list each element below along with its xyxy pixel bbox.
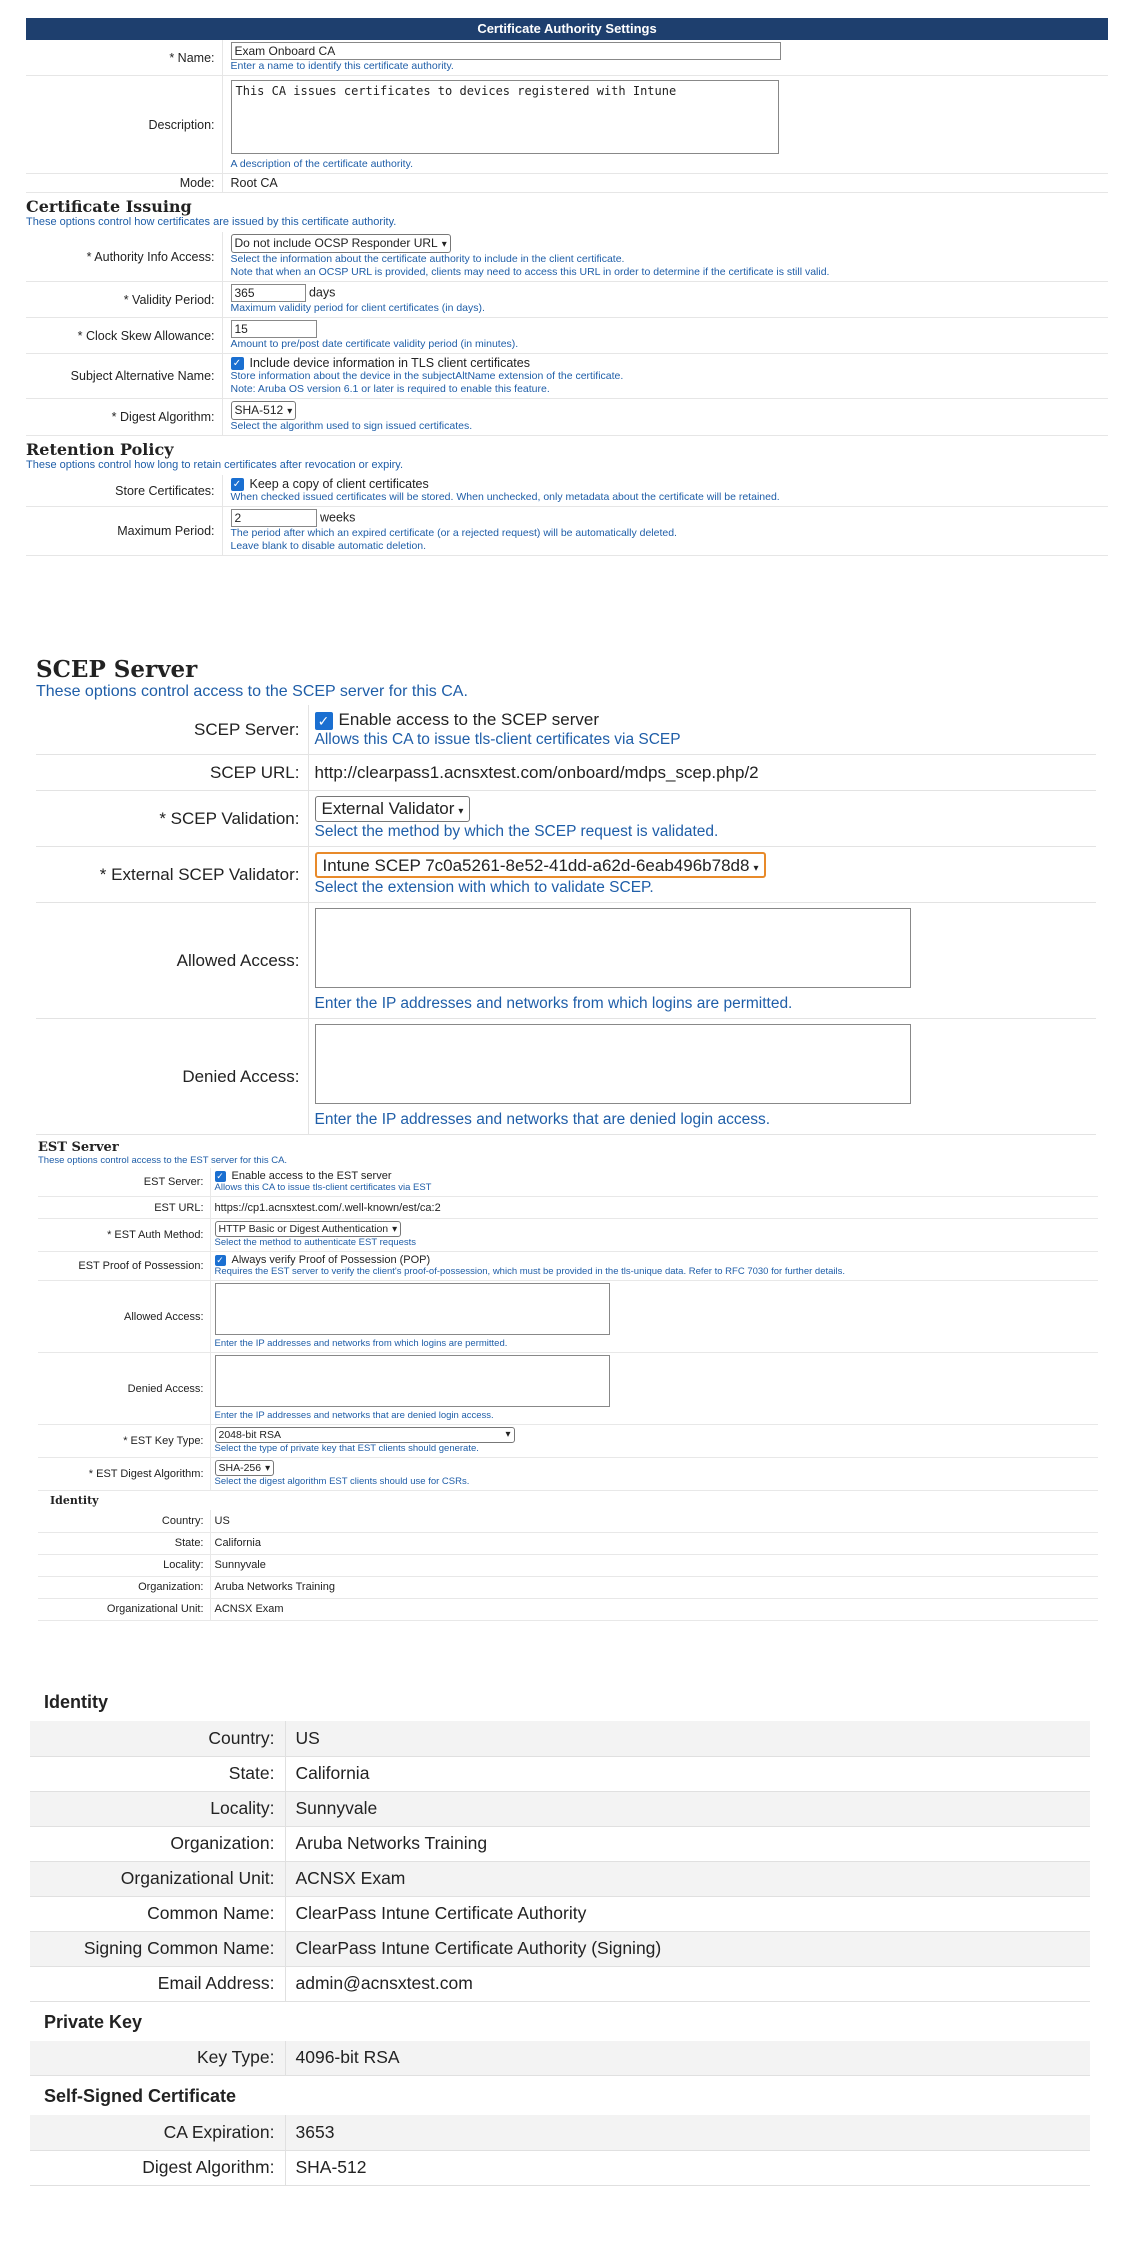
est-url-label: EST URL: xyxy=(38,1197,210,1219)
identity-title: Identity xyxy=(44,1692,109,1712)
est-allowed-hint: Enter the IP addresses and networks from which logins are permitted. xyxy=(214,1338,508,1349)
validity-label: * Validity Period: xyxy=(26,282,222,318)
est-server-checkbox-label: Enable access to the EST server xyxy=(231,1170,392,1182)
table-row xyxy=(30,1826,1090,1861)
scep-url-value: http://clearpass1.acnsxtest.com/onboard/mdps_scep.php/2 xyxy=(308,755,1096,791)
table-row xyxy=(30,1756,1090,1791)
self-signed-title: Self-Signed Certificate xyxy=(44,2086,237,2106)
self-signed-table xyxy=(30,2115,1090,2186)
key-type-label: Key Type: xyxy=(30,2041,285,2076)
san-label: Subject Alternative Name: xyxy=(26,354,222,399)
san-checkbox[interactable]: ✓ xyxy=(231,357,244,370)
identity-value: Aruba Networks Training xyxy=(285,1826,1090,1861)
est-key-type-select[interactable] xyxy=(215,1427,515,1443)
table-row xyxy=(38,1532,1098,1554)
est-identity-label: Organization: xyxy=(38,1576,210,1598)
store-checkbox[interactable]: ✓ xyxy=(231,478,244,491)
description-label: Description: xyxy=(26,76,222,174)
table-row xyxy=(38,1510,1098,1532)
aia-select[interactable] xyxy=(231,234,451,253)
est-auth-hint: Select the method to authenticate EST requests xyxy=(214,1237,417,1248)
scep-allowed-label: Allowed Access: xyxy=(36,903,308,1019)
scep-title: SCEP Server xyxy=(36,656,198,683)
scep-validation-hint: Select the method by which the SCEP request is validated. xyxy=(314,823,719,840)
est-pop-checkbox[interactable]: ✓ xyxy=(216,1254,224,1265)
est-server-label: EST Server: xyxy=(38,1168,210,1197)
est-identity-table xyxy=(38,1510,1098,1621)
ss-digest-value: SHA-512 xyxy=(285,2150,1090,2185)
description-hint: A description of the certificate authority. xyxy=(230,158,413,170)
retention-title: Retention Policy xyxy=(26,440,174,460)
scep-allowed-textarea[interactable] xyxy=(315,908,911,988)
est-identity-value: US xyxy=(210,1510,1098,1532)
identity-label: Email Address: xyxy=(30,1966,285,2001)
validity-hint: Maximum validity period for client certificates (in days). xyxy=(230,302,485,314)
identity-table xyxy=(30,1721,1090,2002)
est-identity-value: California xyxy=(210,1532,1098,1554)
description-textarea[interactable]: This CA issues certificates to devices registered with Intune xyxy=(231,80,779,154)
issuing-subtitle: These options control how certificates are issued by this certificate authority. xyxy=(26,216,397,228)
identity-label: Locality: xyxy=(30,1791,285,1826)
est-identity-value: Sunnyvale xyxy=(210,1554,1098,1576)
max-period-hint-1: The period after which an expired certificate (or a rejected request) will be automatically deleted. xyxy=(230,527,677,540)
validity-input[interactable]: 365 xyxy=(231,284,306,302)
chevron-down-icon: ▾ xyxy=(753,863,759,874)
table-row xyxy=(38,1554,1098,1576)
scep-section xyxy=(36,656,1096,1135)
table-row xyxy=(30,1791,1090,1826)
table-row xyxy=(30,1931,1090,1966)
scep-url-label: SCEP URL: xyxy=(36,755,308,791)
est-server-checkbox[interactable]: ✓ xyxy=(216,1170,224,1181)
aia-hint-2: Note that when an OCSP URL is provided, clients may need to access this URL in order to determine if the certificate is still valid. xyxy=(230,266,830,278)
identity-value: Sunnyvale xyxy=(285,1791,1090,1826)
identity-label: Organization: xyxy=(30,1826,285,1861)
scep-validation-select[interactable] xyxy=(315,796,471,822)
scep-server-label: SCEP Server: xyxy=(36,705,308,755)
table-row xyxy=(30,2041,1090,2076)
ss-digest-label: Digest Algorithm: xyxy=(30,2150,285,2185)
digest-select-value: SHA-512 xyxy=(234,403,284,418)
chevron-down-icon: ▾ xyxy=(392,1224,398,1235)
san-hint-1: Store information about the device in the subjectAltName extension of the certificate. xyxy=(230,370,624,383)
est-identity-label: Locality: xyxy=(38,1554,210,1576)
aia-hint-1: Select the information about the certificate authority to include in the client certificate. xyxy=(230,253,625,265)
scep-allowed-hint: Enter the IP addresses and networks from which logins are permitted. xyxy=(314,995,793,1012)
est-key-type-label: * EST Key Type: xyxy=(38,1425,210,1458)
scep-server-hint: Allows this CA to issue tls-client certificates via SCEP xyxy=(314,731,681,748)
validity-unit: days xyxy=(308,285,336,300)
identity-value: US xyxy=(285,1721,1090,1756)
est-denied-hint: Enter the IP addresses and networks that are denied login access. xyxy=(214,1410,494,1421)
est-identity-label: Organizational Unit: xyxy=(38,1598,210,1620)
table-row xyxy=(38,1598,1098,1620)
scep-validation-select-value: External Validator xyxy=(321,799,455,818)
est-auth-select[interactable] xyxy=(215,1221,402,1237)
name-label: * Name: xyxy=(26,40,222,76)
san-hint-2: Note: Aruba OS version 6.1 or later is required to enable this feature. xyxy=(230,383,550,396)
est-auth-select-value: HTTP Basic or Digest Authentication xyxy=(218,1223,389,1235)
issuing-title: Certificate Issuing xyxy=(26,197,192,216)
identity-label: State: xyxy=(30,1756,285,1791)
store-label: Store Certificates: xyxy=(26,475,222,507)
est-key-type-select-value: 2048-bit RSA xyxy=(218,1429,281,1441)
est-digest-label: * EST Digest Algorithm: xyxy=(38,1458,210,1491)
key-type-value: 4096-bit RSA xyxy=(285,2041,1090,2076)
digest-hint: Select the algorithm used to sign issued certificates. xyxy=(230,420,473,433)
ca-expiration-value: 3653 xyxy=(285,2115,1090,2150)
retention-subtitle: These options control how long to retain certificates after revocation or expiry. xyxy=(26,459,404,472)
chevron-down-icon: ▾ xyxy=(265,1463,271,1474)
identity-value: admin@acnsxtest.com xyxy=(285,1966,1090,2001)
store-hint: When checked issued certificates will be stored. When unchecked, only metadata about the certificate will be retained. xyxy=(230,491,780,504)
identity-value: ClearPass Intune Certificate Authority (Signing) xyxy=(285,1931,1090,1966)
table-row xyxy=(30,2150,1090,2185)
identity-value: ACNSX Exam xyxy=(285,1861,1090,1896)
max-period-unit: weeks xyxy=(319,510,356,525)
chevron-down-icon: ▾ xyxy=(441,239,447,250)
clock-skew-label: * Clock Skew Allowance: xyxy=(26,318,222,354)
max-period-hint-2: Leave blank to disable automatic deletion. xyxy=(230,540,427,553)
scep-server-checkbox[interactable]: ✓ xyxy=(315,712,333,730)
est-identity-title: Identity xyxy=(50,1494,99,1507)
est-digest-select-value: SHA-256 xyxy=(218,1462,262,1474)
est-identity-label: State: xyxy=(38,1532,210,1554)
est-pop-hint: Requires the EST server to verify the client's proof-of-possession, which must be provided in the tls-unique data. Refer to RFC 7030 for further details. xyxy=(214,1266,846,1277)
identity-section xyxy=(30,1682,1090,2186)
mode-value: Root CA xyxy=(222,174,1108,193)
identity-label: Common Name: xyxy=(30,1896,285,1931)
chevron-down-icon: ▾ xyxy=(505,1429,511,1440)
est-denied-textarea[interactable] xyxy=(215,1355,610,1407)
table-row xyxy=(30,1896,1090,1931)
aia-select-value: Do not include OCSP Responder URL xyxy=(234,236,438,250)
private-key-title: Private Key xyxy=(44,2011,143,2032)
retention-form xyxy=(26,475,1108,556)
ca-settings-form xyxy=(26,40,1108,193)
est-allowed-textarea[interactable] xyxy=(215,1283,610,1335)
scep-form xyxy=(36,705,1096,1135)
ca-expiration-label: CA Expiration: xyxy=(30,2115,285,2150)
scep-validation-label: * SCEP Validation: xyxy=(36,791,308,847)
est-auth-label: * EST Auth Method: xyxy=(38,1219,210,1252)
max-period-input[interactable]: 2 xyxy=(231,509,317,527)
identity-value: California xyxy=(285,1756,1090,1791)
clock-skew-hint: Amount to pre/post date certificate validity period (in minutes). xyxy=(230,338,519,350)
est-identity-value: Aruba Networks Training xyxy=(210,1576,1098,1598)
issuing-form xyxy=(26,232,1108,436)
est-allowed-label: Allowed Access: xyxy=(38,1281,210,1353)
ca-settings-section xyxy=(26,18,1108,556)
private-key-table xyxy=(30,2041,1090,2077)
identity-label: Signing Common Name: xyxy=(30,1931,285,1966)
est-digest-select[interactable] xyxy=(215,1460,275,1476)
est-subtitle: These options control access to the EST server for this CA. xyxy=(38,1155,288,1166)
aia-label: * Authority Info Access: xyxy=(26,232,222,282)
est-identity-value: ACNSX Exam xyxy=(210,1598,1098,1620)
table-row xyxy=(30,1721,1090,1756)
scep-denied-textarea[interactable] xyxy=(315,1024,911,1104)
ext-validator-hint: Select the extension with which to validate SCEP. xyxy=(314,879,654,896)
ext-validator-select-value: Intune SCEP 7c0a5261-8e52-41dd-a62d-6eab496b78d8 xyxy=(322,856,750,875)
name-input[interactable]: Exam Onboard CA xyxy=(231,42,781,60)
est-identity-label: Country: xyxy=(38,1510,210,1532)
est-pop-label: EST Proof of Possession: xyxy=(38,1252,210,1281)
digest-select[interactable] xyxy=(231,401,297,420)
store-checkbox-label: Keep a copy of client certificates xyxy=(249,477,429,492)
scep-denied-label: Denied Access: xyxy=(36,1019,308,1135)
identity-value: ClearPass Intune Certificate Authority xyxy=(285,1896,1090,1931)
max-period-label: Maximum Period: xyxy=(26,507,222,556)
chevron-down-icon: ▾ xyxy=(287,406,293,418)
digest-label: * Digest Algorithm: xyxy=(26,399,222,436)
est-server-hint: Allows this CA to issue tls-client certificates via EST xyxy=(214,1182,432,1193)
table-row xyxy=(30,2115,1090,2150)
chevron-down-icon: ▾ xyxy=(458,806,464,817)
est-pop-checkbox-label: Always verify Proof of Possession (POP) xyxy=(231,1254,431,1266)
est-section xyxy=(38,1140,1098,1621)
scep-server-checkbox-label: Enable access to the SCEP server xyxy=(338,710,599,729)
table-row xyxy=(30,1861,1090,1896)
ext-validator-select[interactable] xyxy=(315,852,767,878)
identity-label: Organizational Unit: xyxy=(30,1861,285,1896)
est-url-value: https://cp1.acnsxtest.com/.well-known/est/ca:2 xyxy=(210,1197,1098,1219)
ext-validator-label: * External SCEP Validator: xyxy=(36,847,308,903)
est-title: EST Server xyxy=(38,1140,119,1155)
name-hint: Enter a name to identify this certificate authority. xyxy=(230,60,454,72)
table-row xyxy=(38,1576,1098,1598)
ca-settings-header: Certificate Authority Settings xyxy=(26,18,1108,40)
mode-label: Mode: xyxy=(26,174,222,193)
san-checkbox-label: Include device information in TLS client certificates xyxy=(249,356,530,370)
scep-subtitle: These options control access to the SCEP server for this CA. xyxy=(36,683,468,700)
table-row xyxy=(30,1966,1090,2001)
est-digest-hint: Select the digest algorithm EST clients should use for CSRs. xyxy=(214,1476,470,1487)
est-denied-label: Denied Access: xyxy=(38,1353,210,1425)
identity-label: Country: xyxy=(30,1721,285,1756)
est-form xyxy=(38,1168,1098,1491)
scep-denied-hint: Enter the IP addresses and networks that are denied login access. xyxy=(314,1111,771,1128)
est-key-type-hint: Select the type of private key that EST clients should generate. xyxy=(214,1443,479,1454)
clock-skew-input[interactable]: 15 xyxy=(231,320,317,338)
